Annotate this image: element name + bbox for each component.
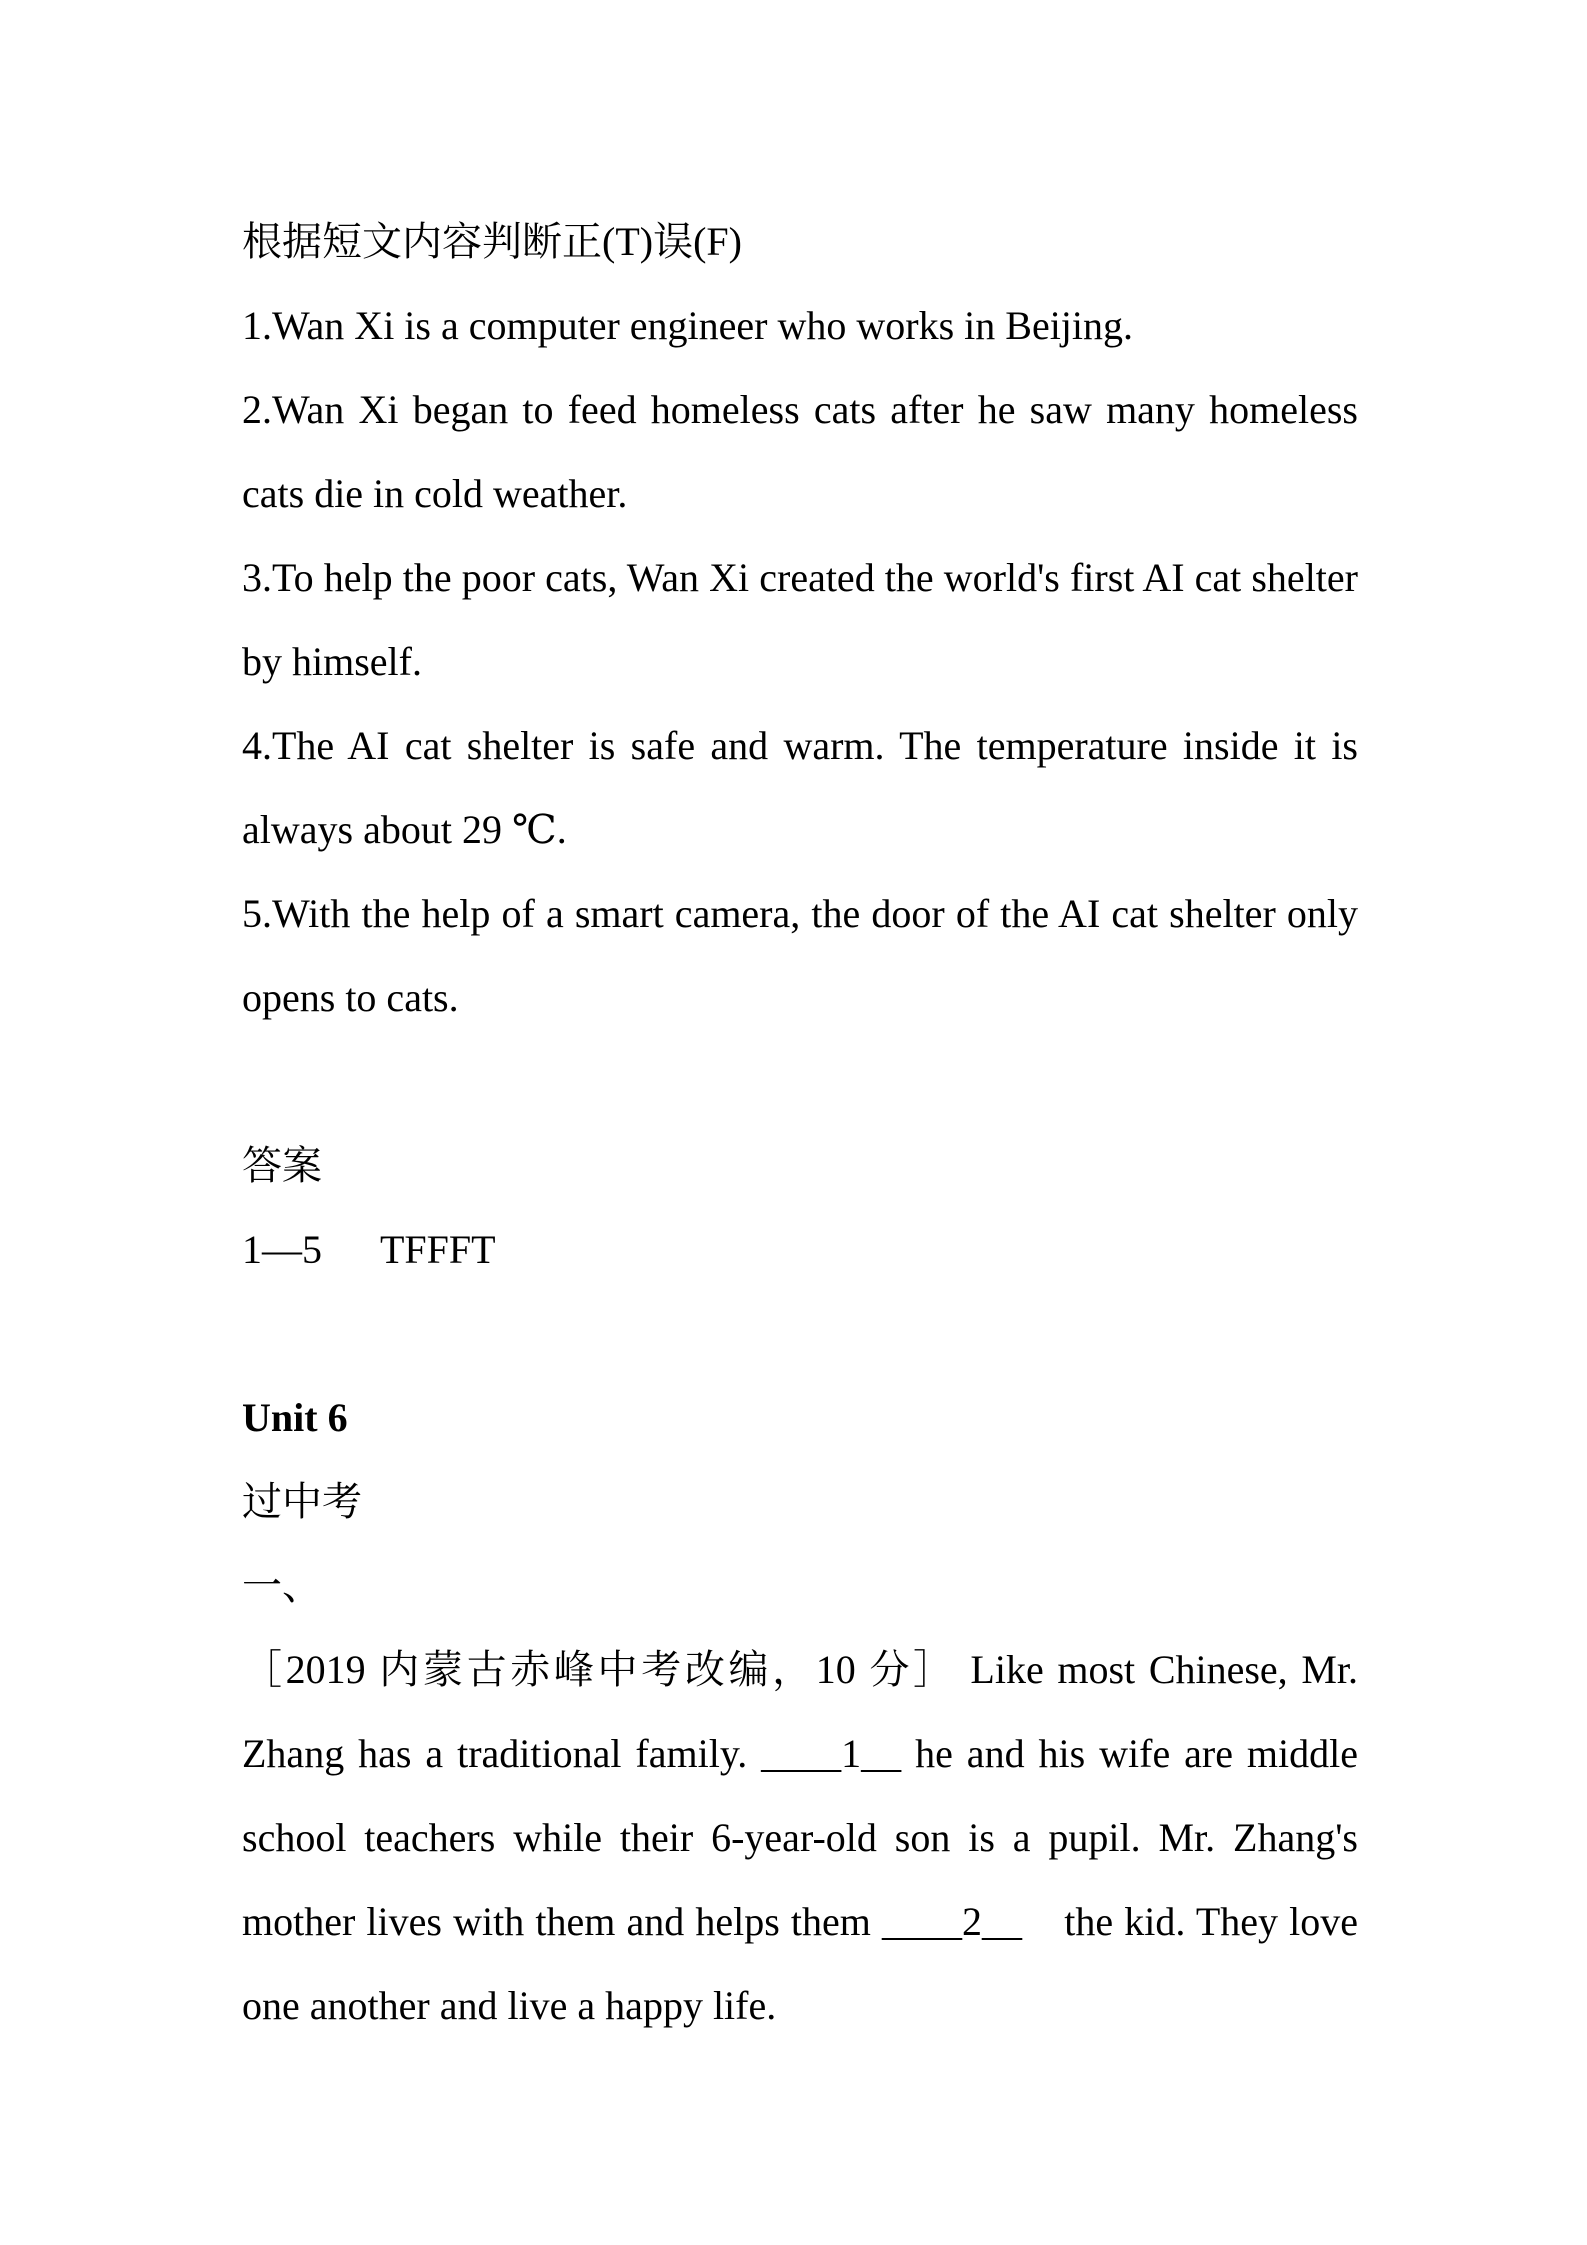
answer-range: 1—5 bbox=[242, 1227, 322, 1272]
document-content bbox=[242, 200, 1358, 2048]
passage-text: Like most Chinese, Mr. Zhang has a traditional family. ____1__ he and his wife are middle school teachers while their 6-year-old son is a pupil. Mr. Zhang's mother lives with them and helps them ____2__ the kid. They love one another and live a happy life. bbox=[242, 1647, 1359, 2028]
answer-line bbox=[242, 1208, 1358, 1292]
passage bbox=[242, 1628, 1358, 2048]
spacer bbox=[242, 1040, 1358, 1124]
question-5: 5.With the help of a smart camera, the door of the AI cat shelter only opens to cats. bbox=[242, 891, 1358, 1020]
answer-key: TFFFT bbox=[380, 1227, 496, 1272]
question-2: 2.Wan Xi began to feed homeless cats after he saw many homeless cats die in cold weather. bbox=[242, 387, 1358, 516]
part-marker: 一、 bbox=[242, 1563, 322, 1608]
question-1: 1.Wan Xi is a computer engineer who works in Beijing. bbox=[242, 303, 1134, 348]
question-3: 3.To help the poor cats, Wan Xi created the world's first AI cat shelter by himself. bbox=[242, 555, 1358, 684]
unit-title: Unit 6 bbox=[242, 1395, 348, 1440]
passage-source: ［2019 内蒙古赤峰中考改编，10 分］ bbox=[242, 1647, 957, 1692]
spacer bbox=[242, 1292, 1358, 1376]
section-title: 过中考 bbox=[242, 1479, 362, 1524]
answer-heading: 答案 bbox=[242, 1143, 322, 1188]
instruction: 根据短文内容判断正(T)误(F) bbox=[242, 219, 742, 264]
question-4: 4.The AI cat shelter is safe and warm. The temperature inside it is always about 29 ℃. bbox=[242, 723, 1358, 852]
